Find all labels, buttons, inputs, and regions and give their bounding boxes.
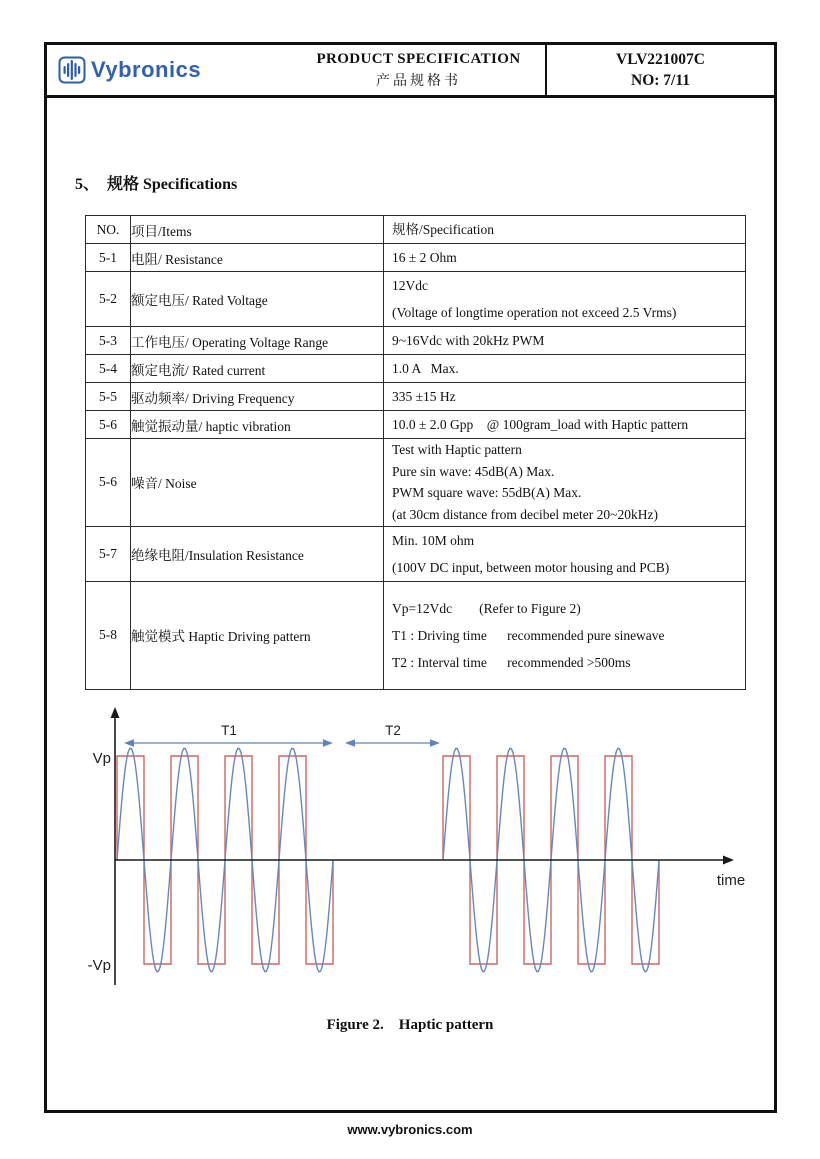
table-row <box>86 411 746 439</box>
table-row <box>86 327 746 355</box>
row-no: 5-8 <box>86 581 131 689</box>
haptic-pattern-figure <box>0 702 820 1007</box>
row-spec: 16 ± 2 Ohm <box>384 244 746 272</box>
document-title-cn: 产品规格书 <box>376 73 461 89</box>
row-no: 5-1 <box>86 244 131 272</box>
table-header-row <box>86 216 746 244</box>
row-spec: 10.0 ± 2.0 Gpp @ 100gram_load with Haptic pattern <box>384 411 746 439</box>
page-number: NO: 7/11 <box>631 71 690 89</box>
row-item: 绝缘电阻/Insulation Resistance <box>131 526 384 581</box>
row-spec: 1.0 A Max. <box>384 355 746 383</box>
row-item: 触觉振动量/ haptic vibration <box>131 411 384 439</box>
row-no: 5-2 <box>86 272 131 327</box>
vp-label: Vp <box>92 750 111 767</box>
header-part-block <box>545 45 774 95</box>
part-number: VLV221007C <box>616 50 705 68</box>
document-title-en: PRODUCT SPECIFICATION <box>316 50 521 67</box>
specifications-table <box>85 215 746 690</box>
row-item: 额定电压/ Rated Voltage <box>131 272 384 327</box>
table-row <box>86 272 746 327</box>
header-cell-no: NO. <box>86 216 131 244</box>
row-spec: Test with Haptic pattern Pure sin wave: 45dB(A) Max. PWM square wave: 55dB(A) Max. (at 30cm distance from decibel meter 20~20kHz) <box>384 439 746 527</box>
row-item: 额定电流/ Rated current <box>131 355 384 383</box>
logo-text: Vybronics <box>91 57 202 82</box>
t1-label: T1 <box>221 723 237 738</box>
company-logo <box>47 45 292 95</box>
t2-label: T2 <box>385 723 401 738</box>
y-axis-arrowhead-icon <box>111 707 120 718</box>
row-item: 驱动频率/ Driving Frequency <box>131 383 384 411</box>
section-title: 5、 规格 Specifications <box>75 176 238 193</box>
row-spec: 335 ±15 Hz <box>384 383 746 411</box>
row-no: 5-6 <box>86 411 131 439</box>
table-row <box>86 383 746 411</box>
row-spec: 9~16Vdc with 20kHz PWM <box>384 327 746 355</box>
table-row <box>86 439 746 527</box>
row-item: 工作电压/ Operating Voltage Range <box>131 327 384 355</box>
row-item: 电阻/ Resistance <box>131 244 384 272</box>
header <box>47 45 774 98</box>
t2-arrowhead-left-icon <box>345 739 355 747</box>
row-no: 5-3 <box>86 327 131 355</box>
figure-caption: Figure 2. Haptic pattern <box>326 1017 494 1033</box>
neg-vp-label: -Vp <box>87 957 111 974</box>
row-spec: Min. 10M ohm (100V DC input, between motor housing and PCB) <box>384 526 746 581</box>
row-no: 5-7 <box>86 526 131 581</box>
table-row <box>86 355 746 383</box>
row-no: 5-5 <box>86 383 131 411</box>
header-title-block <box>292 45 545 95</box>
footer-website: www.vybronics.com <box>347 1122 473 1137</box>
table-row <box>86 244 746 272</box>
row-item: 噪音/ Noise <box>131 439 384 527</box>
row-item: 触觉模式 Haptic Driving pattern <box>131 581 384 689</box>
header-cell-items: 项目/Items <box>131 216 384 244</box>
time-label: time <box>716 872 746 889</box>
t1-arrowhead-right-icon <box>323 739 333 747</box>
row-spec: Vp=12Vdc (Refer to Figure 2) T1 : Driving time recommended pure sinewave T2 : Interval time recommended >500ms <box>384 581 746 689</box>
table-row <box>86 526 746 581</box>
header-cell-spec: 规格/Specification <box>392 222 494 237</box>
t2-arrowhead-right-icon <box>430 739 440 747</box>
row-no: 5-4 <box>86 355 131 383</box>
x-axis-arrowhead-icon <box>723 856 734 865</box>
vybronics-logo-icon <box>58 56 86 84</box>
row-spec: 12Vdc (Voltage of longtime operation not exceed 2.5 Vrms) <box>384 272 746 327</box>
row-no: 5-6 <box>86 439 131 527</box>
t1-arrowhead-left-icon <box>124 739 134 747</box>
table-row <box>86 581 746 689</box>
